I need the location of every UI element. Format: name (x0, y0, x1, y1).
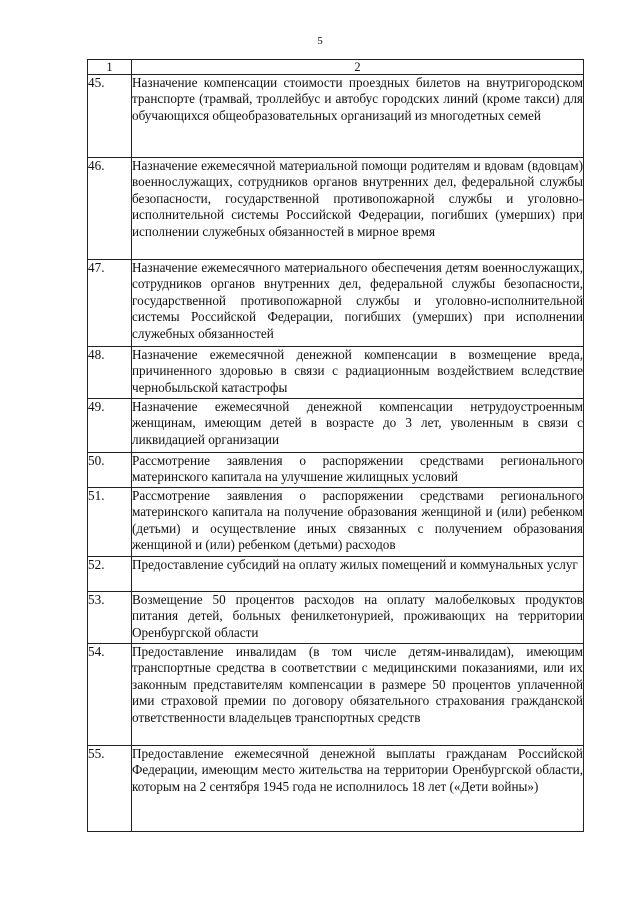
table-row (88, 347, 584, 399)
row-text: Назначение ежемесячного материального обеспечения детям военнослужащих, сотрудников органов внутренних дел, федеральной службы безопасности, государственной противопожарной службы и уголовно-исполнительной системы Российской Федерации, погибших (умерших) при исполнении служебных обязанностей (132, 260, 584, 347)
row-text: Рассмотрение заявления о распоряжении средствами регионального материнского капитала на получение образования женщиной и (или) ребенком (детьми) и осуществление иных связанных с получением образования женщиной и (или) ребенком (детьми) расходов (132, 488, 584, 557)
row-text: Рассмотрение заявления о распоряжении средствами регионального материнского капитала на улучшение жилищных условий (132, 453, 584, 488)
row-text: Назначение компенсации стоимости проездных билетов на внутригородском транспорте (трамвай, троллейбус и автобус городских линий (кроме такси) для обучающихся общеобразовательных организаций из многодетных семей (132, 75, 584, 158)
row-text: Предоставление ежемесячной денежной выплаты гражданам Российской Федерации, имеющим место жительства на территории Оренбургской области, которым на 2 сентября 1945 года не исполнилось 18 лет («Дети войны») (132, 746, 584, 832)
row-number: 54. (88, 644, 132, 746)
row-number: 55. (88, 746, 132, 832)
table-row (88, 557, 584, 592)
table-row (88, 644, 584, 746)
table-row (88, 260, 584, 347)
row-number: 49. (88, 399, 132, 453)
row-text: Предоставление инвалидам (в том числе детям-инвалидам), имеющим транспортные средства в соответствии с медицинскими показаниями, или их законным представителям компенсации в размере 50 процентов уплаченной ими страховой премии по договору обязательного страхования гражданской ответственности владельцев транспортных средств (132, 644, 584, 746)
row-number: 52. (88, 557, 132, 592)
table-header-row (88, 60, 584, 75)
table-row (88, 592, 584, 644)
page-number: 5 (317, 35, 323, 47)
row-number: 47. (88, 260, 132, 347)
row-number: 46. (88, 158, 132, 260)
row-text: Назначение ежемесячной материальной помощи родителям и вдовам (вдовцам) военнослужащих, сотрудников органов внутренних дел, федеральной службы безопасности, государственной противопожарной службы и уголовно-исполнительной системы Российской Федерации, погибших (умерших) при исполнении служебных обязанностей в мирное время (132, 158, 584, 260)
row-text: Возмещение 50 процентов расходов на оплату малобелковых продуктов питания детей, больных фенилкетонурией, проживающих на территории Оренбургской области (132, 592, 584, 644)
column-header-number: 1 (88, 60, 132, 75)
row-number: 53. (88, 592, 132, 644)
row-text: Предоставление субсидий на оплату жилых помещений и коммунальных услуг (132, 557, 584, 592)
column-header-description: 2 (132, 60, 584, 75)
table-row (88, 158, 584, 260)
table-row (88, 746, 584, 832)
services-table (87, 59, 584, 832)
row-number: 45. (88, 75, 132, 158)
row-text: Назначение ежемесячной денежной компенсации в возмещение вреда, причиненного здоровью в связи с радиационным воздействием вследствие чернобыльской катастрофы (132, 347, 584, 399)
row-number: 48. (88, 347, 132, 399)
row-text: Назначение ежемесячной денежной компенсации нетрудоустроенным женщинам, имеющим детей в возрасте до 3 лет, уволенным в связи с ликвидацией организации (132, 399, 584, 453)
table-row (88, 75, 584, 158)
table-row (88, 488, 584, 557)
row-number: 51. (88, 488, 132, 557)
row-number: 50. (88, 453, 132, 488)
table-row (88, 399, 584, 453)
table-row (88, 453, 584, 488)
